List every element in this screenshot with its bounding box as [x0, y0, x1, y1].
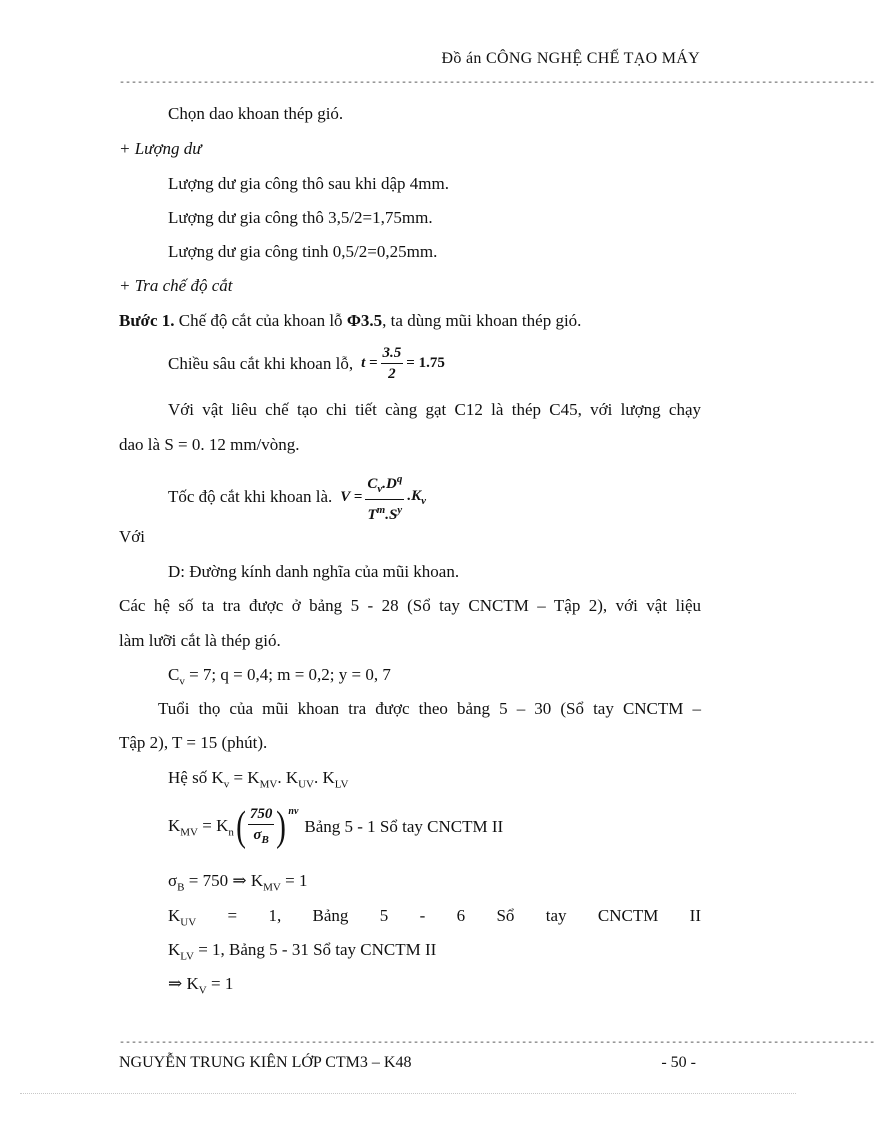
- text-vat-lieu-2: dao là S = 0. 12 mm/vòng.: [119, 435, 300, 454]
- eq-v-rhs: $.K_v$: [407, 487, 426, 507]
- buoc-1-text: Chế độ cắt của khoan lỗ: [174, 311, 347, 330]
- kmv-lhs: $K_{MV} = K_n$: [168, 815, 234, 839]
- text-luong-du-3: Lượng dư gia công tinh 0,5/2=0,25mm.: [168, 242, 438, 261]
- eq-v-num: $C_v.D^q$: [365, 469, 404, 500]
- kmv-fraction: ( $\frac{750}{\sigma_B}$ ) $^{nv}$: [235, 804, 299, 850]
- text-he-so-kv: Hệ số $K_v = K_{MV}$. $K_{UV}$. $K_{LV}$: [168, 768, 349, 791]
- text-he-so-2: làm lưỡi cắt là thép gió.: [119, 631, 281, 650]
- buoc-1-tail: , ta dùng mũi khoan thép gió.: [382, 311, 582, 330]
- text-buoc-1: [119, 311, 581, 331]
- text-kmv-equation: [168, 804, 503, 850]
- text-klv: $K_{LV} = 1$, Bảng 5 - 31 Sổ tay CNCTM II: [168, 940, 437, 963]
- text-luong-du-2: Lượng dư gia công thô 3,5/2=1,75mm.: [168, 208, 433, 227]
- eq-t-lhs: t =: [361, 355, 378, 371]
- heading-tra-che-do: + Tra chế độ cắt: [119, 276, 233, 295]
- text-vat-lieu-1: Với vật liêu chế tạo chi tiết càng gạt C12 là thép C45, với lượng chạy: [168, 400, 701, 419]
- text-tuoi-tho-2: Tập 2), T = 15 (phút).: [119, 733, 268, 752]
- kmv-tail: Bảng 5 - 1 Sổ tay CNCTM II: [304, 817, 504, 836]
- eq-v-den: $T^m.S^y$: [367, 504, 403, 523]
- text-he-so-1: Các hệ số ta tra được ở bảng 5 - 28 (Sổ tay CNCTM – Tập 2), với vật liệu: [119, 596, 701, 615]
- text-voi: Với: [119, 527, 145, 546]
- buoc-1-symbol: Φ3.5: [346, 311, 383, 330]
- text-chon-dao: Chọn dao khoan thép gió.: [168, 104, 344, 123]
- footer-author: NGUYỄN TRUNG KIÊN LỚP CTM3 – K48: [119, 1054, 412, 1071]
- header-title: Đồ án CÔNG NGHỆ CHẾ TẠO MÁY: [441, 50, 700, 67]
- heading-luong-du: + Lượng dư: [119, 139, 202, 158]
- header-divider: ------------------------------------------------------------------------------------------------------------------------------: [119, 78, 875, 89]
- text-kv-final: ⇒ $K_V = 1$: [168, 974, 234, 997]
- text-kuv: $K_{UV} = 1$, Bảng 5 - 6 Sổ tay CNCTM II: [168, 906, 701, 929]
- eq-v-fraction: [365, 469, 404, 525]
- text-tuoi-tho-1: Tuổi thọ của mũi khoan tra được theo bảng 5 – 30 (Sổ tay CNCTM –: [158, 699, 701, 718]
- eq-t-fraction: [381, 343, 404, 384]
- chieu-sau-label: Chiều sâu cắt khi khoan lỗ,: [168, 353, 354, 373]
- eq-v-lhs: V =: [340, 488, 363, 505]
- text-sigma: $\sigma_B = 750$ ⇒ $K_{MV} = 1$: [168, 871, 308, 894]
- text-d-definition: D: Đường kính danh nghĩa của mũi khoan.: [168, 562, 460, 581]
- text-toc-do: [168, 469, 426, 525]
- text-coefficients: $C_v = 7$; q = 0,4; m = 0,2; y = 0, 7: [168, 665, 391, 688]
- eq-t-den: 2: [388, 366, 396, 382]
- toc-do-label: Tốc độ cắt khi khoan là.: [168, 487, 333, 506]
- eq-t-num: 3.5: [381, 343, 404, 364]
- eq-t-rhs: = 1.75: [406, 355, 445, 371]
- text-chieu-sau: [168, 343, 445, 384]
- text-luong-du-1: Lượng dư gia công thô sau khi dập 4mm.: [168, 174, 449, 193]
- footer-divider: ------------------------------------------------------------------------------------------------------------------------------: [119, 1038, 875, 1049]
- footer-page-number: - 50 -: [661, 1054, 696, 1071]
- page-bottom-border: [20, 1093, 796, 1098]
- buoc-1-label: Bước 1.: [119, 311, 175, 330]
